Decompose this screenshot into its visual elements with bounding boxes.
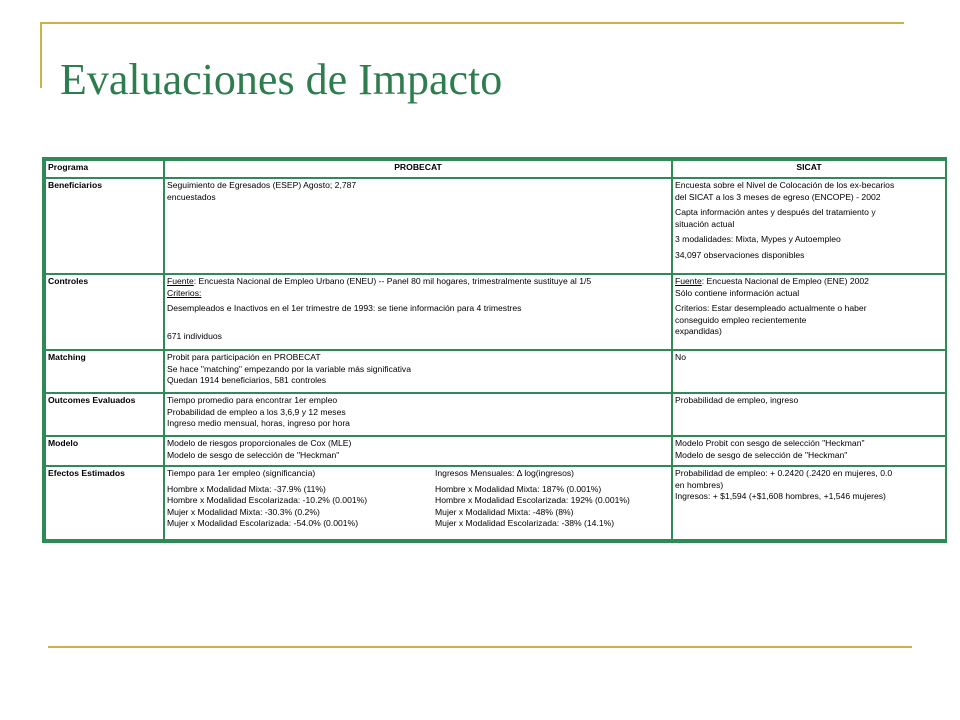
text-line: Hombre x Modalidad Mixta: -37.9% (11%) <box>167 483 326 494</box>
efectos-line <box>167 484 669 496</box>
text-line: del SICAT a los 3 meses de egreso (ENCOPE) - 2002 <box>675 191 881 202</box>
text-line: 3 modalidades: Mixta, Mypes y Autoempleo <box>675 234 841 244</box>
cell-probecat-efectos <box>164 466 672 540</box>
text-line: Hombre x Modalidad Mixta: 187% (0.001%) <box>435 483 602 494</box>
cell-sicat-matching: No <box>672 350 946 393</box>
cell-sicat-modelo <box>672 436 946 466</box>
row-label-controles: Controles <box>45 274 164 350</box>
cell-sicat-efectos <box>672 466 946 540</box>
row-beneficiarios <box>45 178 946 274</box>
text-line: Probit para participación en PROBECAT <box>167 352 321 362</box>
text-line: Encuesta sobre el Nivel de Colocación de los ex-becarios <box>675 180 895 190</box>
fuente-label: Fuente <box>675 276 702 286</box>
fuente-text: : Encuesta Nacional de Empleo Urbano (ENEU) -- Panel 80 mil hogares, trimestralmente sustituye al 1/5 <box>193 276 592 286</box>
text-line: Hombre x Modalidad Escolarizada: 192% (0.001%) <box>435 495 630 505</box>
cell-sicat-controles <box>672 274 946 350</box>
text-line: 34,097 observaciones disponibles <box>675 249 805 260</box>
text-line: Mujer x Modalidad Mixta: -30.3% (0.2%) <box>167 506 320 517</box>
efectos-line <box>167 495 669 507</box>
text-line <box>167 276 669 288</box>
cell-probecat-outcomes <box>164 393 672 436</box>
text-line: Modelo de sesgo de selección de "Heckman" <box>675 449 848 460</box>
decorative-bottom-rule <box>48 646 912 648</box>
efectos-line <box>167 518 669 530</box>
efectos-line <box>167 507 669 519</box>
text-line: Ingresos: + $1,594 (+$1,608 hombres, +1,546 mujeres) <box>675 491 886 501</box>
text-line: encuestados <box>167 191 216 202</box>
row-label-modelo: Modelo <box>45 436 164 466</box>
header-probecat: PROBECAT <box>164 160 672 178</box>
cell-probecat-beneficiarios <box>164 178 672 274</box>
text-line: Quedan 1914 beneficiarios, 581 controles <box>167 375 327 385</box>
text-line: Modelo de sesgo de selección de "Heckman" <box>167 449 340 460</box>
efectos-col1-header: Tiempo para 1er empleo (significancia) <box>167 468 316 478</box>
row-label-matching: Matching <box>45 350 164 393</box>
text-line: Probabilidad de empleo a los 3,6,9 y 12 meses <box>167 406 346 417</box>
row-label-outcomes: Outcomes Evaluados <box>45 393 164 436</box>
text-line: Mujer x Modalidad Escolarizada: -38% (14.1%) <box>435 518 615 528</box>
text-line: Desempleados e Inactivos en el 1er trimestre de 1993: se tiene información para 4 trimestres <box>167 303 522 313</box>
cell-sicat-beneficiarios <box>672 178 946 274</box>
fuente-text: : Encuesta Nacional de Empleo (ENE) 2002 <box>701 276 869 286</box>
text-line: Hombre x Modalidad Escolarizada: -10.2% (0.001%) <box>167 495 368 505</box>
row-modelo <box>45 436 946 466</box>
table-header-row <box>45 160 946 178</box>
text-line: Seguimiento de Egresados (ESEP) Agosto; 2,787 <box>167 180 357 190</box>
text-line: expandidas) <box>675 326 722 336</box>
fuente-label: Fuente <box>167 276 194 286</box>
text-line: en hombres) <box>675 479 724 490</box>
decorative-vertical-rule <box>40 22 42 88</box>
text-line: 671 individuos <box>167 330 222 341</box>
slide-title: Evaluaciones de Impacto <box>60 55 503 104</box>
header-programa: Programa <box>45 160 164 178</box>
text-line: Capta información antes y después del tratamiento y <box>675 207 876 217</box>
text-line: Criterios: Estar desempleado actualmente o haber <box>675 303 867 313</box>
text-line: Modelo Probit con sesgo de selección "Heckman" <box>675 438 865 448</box>
text-line: Sólo contiene información actual <box>675 287 800 298</box>
efectos-header-line <box>167 468 669 480</box>
text-line: Se hace "matching" empezando por la variable más significativa <box>167 363 411 374</box>
text-line <box>675 276 943 288</box>
row-controles <box>45 274 946 350</box>
row-matching <box>45 350 946 393</box>
cell-probecat-controles <box>164 274 672 350</box>
efectos-col2-header: Ingresos Mensuales: Δ log(ingresos) <box>435 468 575 478</box>
text-line: situación actual <box>675 218 735 229</box>
decorative-top-rule <box>40 22 904 24</box>
row-efectos <box>45 466 946 540</box>
text-line: Mujer x Modalidad Mixta: -48% (8%) <box>435 506 574 517</box>
comparison-table <box>42 157 947 543</box>
text-line: Tiempo promedio para encontrar 1er empleo <box>167 395 338 405</box>
cell-probecat-matching <box>164 350 672 393</box>
text-line: conseguido empleo recientemente <box>675 314 807 325</box>
row-label-efectos: Efectos Estimados <box>45 466 164 540</box>
criterios-label: Criterios: <box>167 287 202 298</box>
text-line: Ingreso medio mensual, horas, ingreso por hora <box>167 418 350 428</box>
row-label-beneficiarios: Beneficiarios <box>45 178 164 274</box>
header-sicat: SICAT <box>672 160 946 178</box>
cell-sicat-outcomes: Probabilidad de empleo, ingreso <box>672 393 946 436</box>
row-outcomes <box>45 393 946 436</box>
text-line: Probabilidad de empleo: + 0.2420 (.2420 en mujeres, 0.0 <box>675 468 893 478</box>
cell-probecat-modelo <box>164 436 672 466</box>
text-line: Mujer x Modalidad Escolarizada: -54.0% (0.001%) <box>167 518 359 528</box>
text-line: Modelo de riesgos proporcionales de Cox (MLE) <box>167 438 352 448</box>
